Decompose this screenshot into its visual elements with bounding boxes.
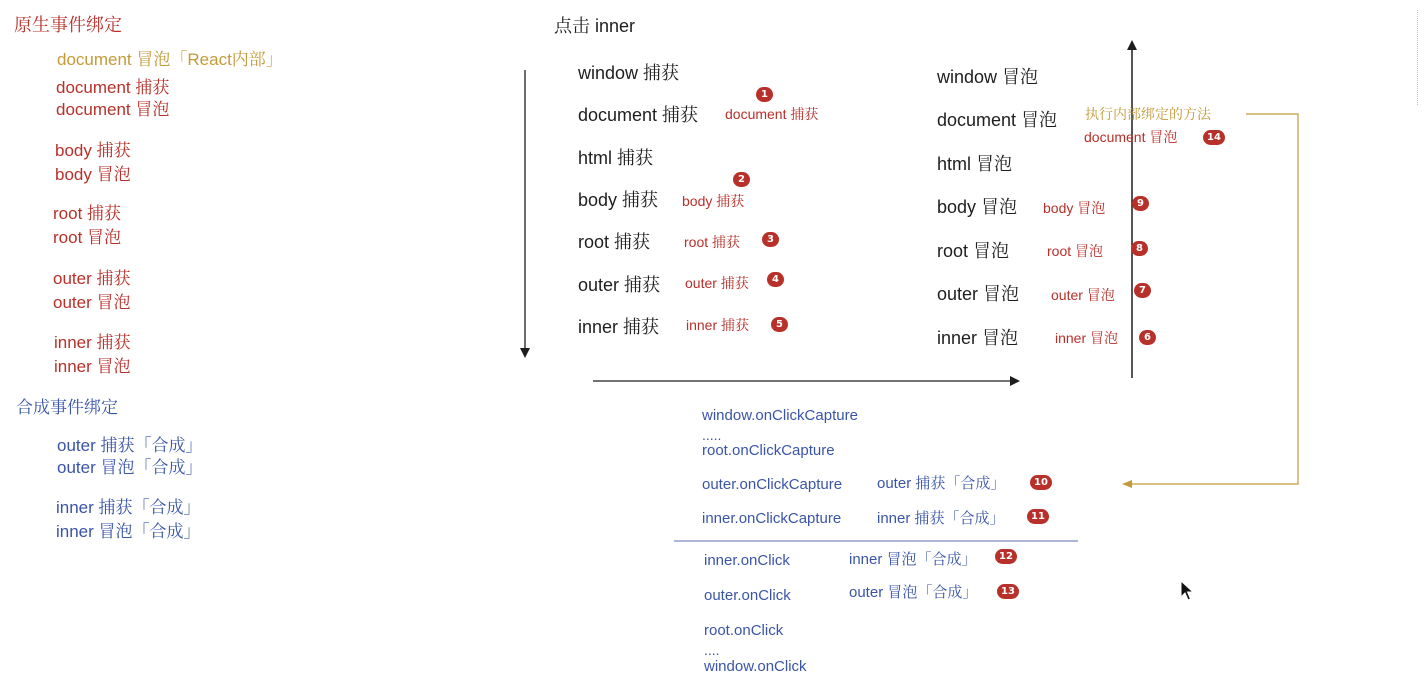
synthetic-bubble-inner: inner.onClick [704, 552, 790, 569]
bubble-note-inner: inner 冒泡 [1055, 330, 1119, 346]
document-callout-sub: document 冒泡 [1084, 129, 1178, 145]
native-item: outer 冒泡 [53, 293, 131, 312]
native-item-document-react: document 冒泡「React内部」 [57, 50, 283, 69]
native-item: document 冒泡 [56, 100, 170, 119]
capture-outer: outer 捕获 [578, 275, 661, 295]
synthetic-capture-outer: outer.onClickCapture [702, 476, 843, 493]
step-badge-9: 9 [1132, 196, 1149, 211]
capture-note-root: root 捕获 [684, 234, 741, 250]
synthetic-item: inner 捕获「合成」 [56, 498, 201, 517]
native-item: body 捕获 [55, 141, 131, 160]
synthetic-bubble-outer: outer.onClick [704, 587, 791, 604]
flow-title: 点击 inner [554, 16, 636, 36]
native-item: body 冒泡 [55, 165, 131, 184]
step-badge-3: 3 [762, 232, 779, 247]
synthetic-capture-root: root.onClickCapture [702, 442, 835, 459]
synthetic-capture-inner: inner.onClickCapture [702, 510, 842, 527]
synthetic-item: outer 冒泡「合成」 [57, 458, 203, 477]
capture-note-document: document 捕获 [725, 106, 819, 122]
bubble-window: window 冒泡 [937, 67, 1039, 87]
step-badge-1: 1 [756, 87, 773, 102]
bubble-html: html 冒泡 [937, 154, 1013, 174]
synthetic-item: outer 捕获「合成」 [57, 436, 203, 455]
capture-note-body: body 捕获 [682, 193, 745, 209]
bubble-inner: inner 冒泡 [937, 328, 1019, 348]
capture-document: document 捕获 [578, 105, 699, 125]
synthetic-note-inner-capture: inner 捕获「合成」 [877, 510, 1005, 527]
step-badge-12: 12 [995, 549, 1017, 564]
bubble-body: body 冒泡 [937, 197, 1018, 217]
document-callout-connector [1124, 114, 1298, 484]
bubble-document: document 冒泡 [937, 110, 1058, 130]
native-item: root 捕获 [53, 204, 122, 223]
capture-window: window 捕获 [578, 63, 680, 83]
step-badge-10: 10 [1030, 475, 1052, 490]
capture-inner: inner 捕获 [578, 317, 660, 337]
synthetic-item: inner 冒泡「合成」 [56, 522, 201, 541]
step-badge-8: 8 [1131, 241, 1148, 256]
step-badge-13: 13 [997, 584, 1019, 599]
step-badge-4: 4 [767, 272, 784, 287]
step-badge-5: 5 [771, 317, 788, 332]
native-binding-title: 原生事件绑定 [14, 15, 122, 35]
document-callout: 执行内部绑定的方法 [1085, 106, 1211, 122]
synthetic-binding-title: 合成事件绑定 [16, 398, 118, 417]
capture-body: body 捕获 [578, 190, 659, 210]
mouse-cursor-icon [1180, 580, 1196, 602]
native-item: inner 捕获 [54, 333, 131, 352]
step-badge-11: 11 [1027, 509, 1049, 524]
capture-note-inner: inner 捕获 [686, 317, 750, 333]
bubble-note-body: body 冒泡 [1043, 200, 1106, 216]
synthetic-note-inner-bubble: inner 冒泡「合成」 [849, 551, 977, 568]
native-item: document 捕获 [56, 78, 170, 97]
capture-root: root 捕获 [578, 232, 651, 252]
synthetic-capture-ellipsis: ..... [702, 427, 722, 443]
synthetic-bubble-ellipsis: .... [704, 642, 720, 658]
bubble-note-outer: outer 冒泡 [1051, 287, 1115, 303]
step-badge-7: 7 [1134, 283, 1151, 298]
step-badge-2: 2 [733, 172, 750, 187]
synthetic-note-outer-bubble: outer 冒泡「合成」 [849, 584, 978, 601]
synthetic-capture-window: window.onClickCapture [702, 407, 858, 424]
bubble-outer: outer 冒泡 [937, 284, 1020, 304]
edge-scroll-indicator [1417, 10, 1426, 105]
step-badge-14: 14 [1203, 130, 1225, 145]
native-item: inner 冒泡 [54, 357, 131, 376]
bubble-note-root: root 冒泡 [1047, 243, 1104, 259]
synthetic-note-outer-capture: outer 捕获「合成」 [877, 475, 1006, 492]
capture-html: html 捕获 [578, 148, 654, 168]
step-badge-6: 6 [1139, 330, 1156, 345]
native-item: root 冒泡 [53, 228, 122, 247]
native-item: outer 捕获 [53, 269, 131, 288]
capture-note-outer: outer 捕获 [685, 275, 749, 291]
bubble-root: root 冒泡 [937, 241, 1010, 261]
synthetic-bubble-window: window.onClick [704, 658, 807, 675]
synthetic-bubble-root: root.onClick [704, 622, 784, 639]
